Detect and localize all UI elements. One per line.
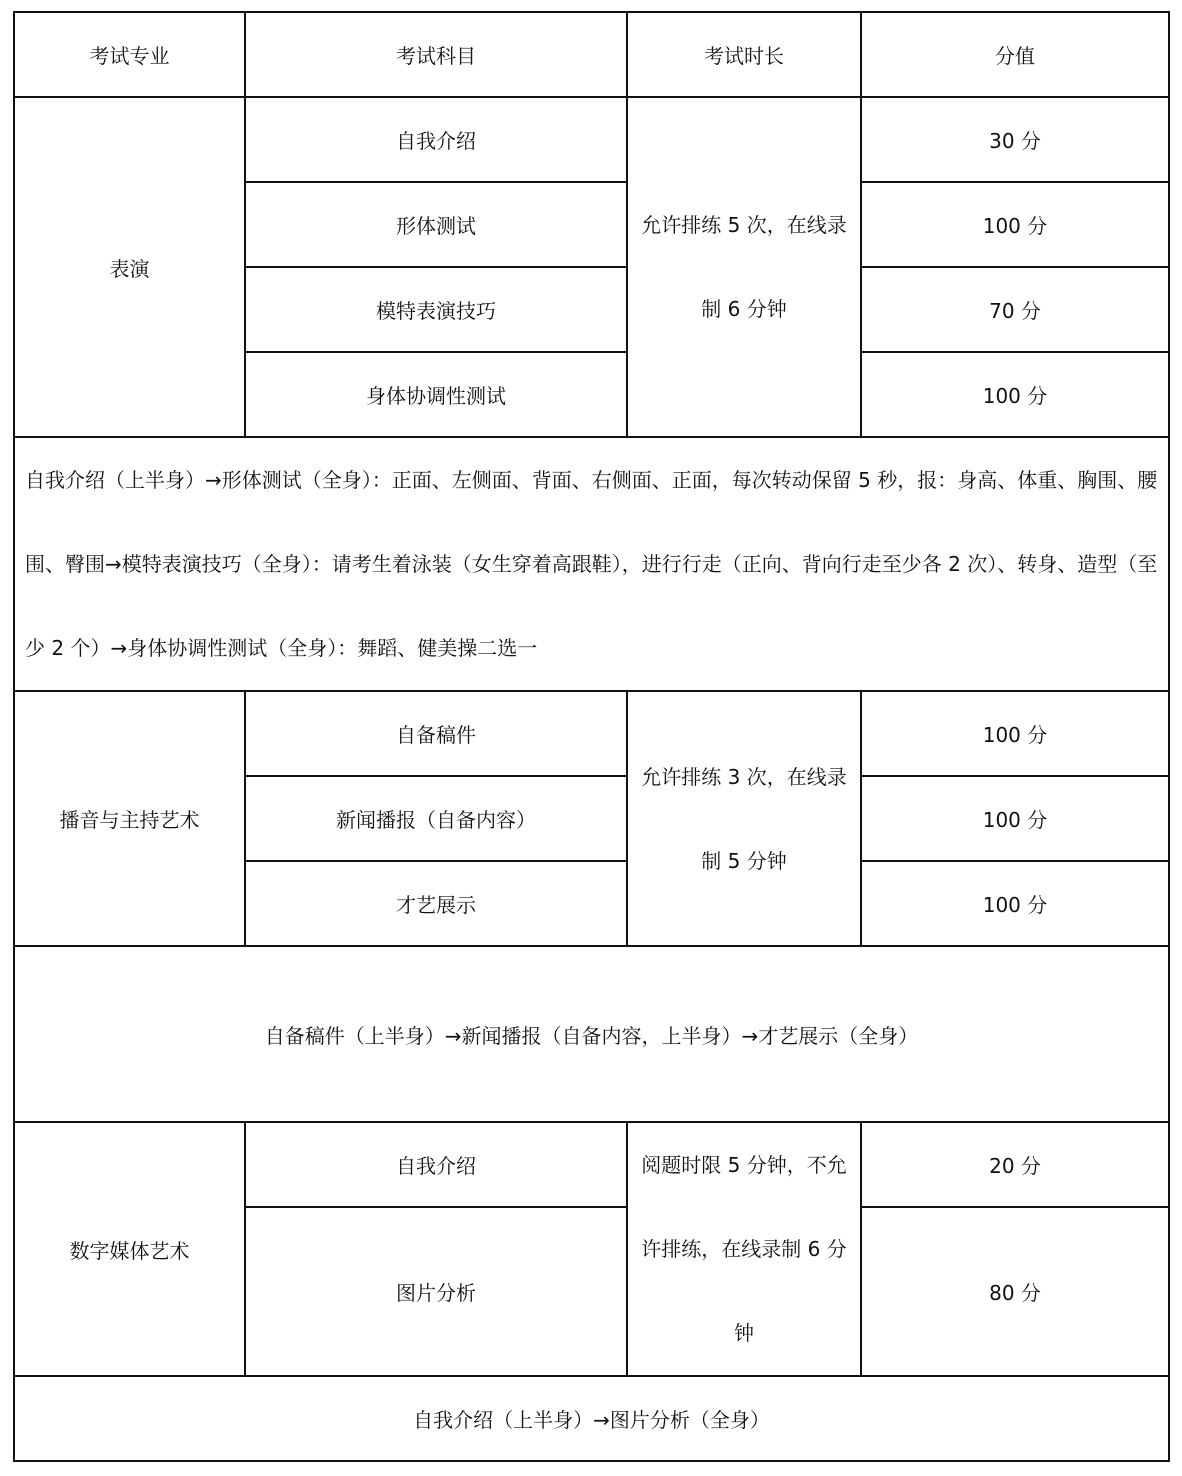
- subject-cell: 自备稿件: [245, 691, 627, 776]
- header-score: 分值: [861, 12, 1169, 97]
- score-cell: 20 分: [861, 1122, 1169, 1207]
- score-cell: 80 分: [861, 1207, 1169, 1376]
- subject-cell: 才艺展示: [245, 861, 627, 946]
- subject-cell: 自我介绍: [245, 97, 627, 182]
- major-cell: 表演: [14, 97, 245, 437]
- subject-cell: 图片分析: [245, 1207, 627, 1376]
- note-row: [14, 946, 1169, 1122]
- table-header-row: [14, 12, 1169, 97]
- exam-table: [13, 11, 1170, 1462]
- score-cell: 100 分: [861, 182, 1169, 267]
- major-cell: 播音与主持艺术: [14, 691, 245, 946]
- subject-cell: 形体测试: [245, 182, 627, 267]
- subject-cell: 自我介绍: [245, 1122, 627, 1207]
- note-cell: 自我介绍（上半身）→形体测试（全身）：正面、左侧面、背面、右侧面、正面，每次转动保留 5 秒，报：身高、体重、胸围、腰围、臀围→模特表演技巧（全身）：请考生着泳装（女生穿着高跟鞋），进行行走（正向、背向行走至少各 2 次）、转身、造型（至少 2 个）→身体协调性测试（全身）：舞蹈、健美操二选一: [14, 437, 1169, 691]
- duration-cell: 允许排练 3 次，在线录制 5 分钟: [627, 691, 861, 946]
- table-row: [14, 691, 1169, 776]
- table-row: [14, 97, 1169, 182]
- score-cell: 30 分: [861, 97, 1169, 182]
- note-cell: 自备稿件（上半身）→新闻播报（自备内容，上半身）→才艺展示（全身）: [14, 946, 1169, 1122]
- note-row: [14, 1376, 1169, 1461]
- score-cell: 100 分: [861, 861, 1169, 946]
- subject-cell: 新闻播报（自备内容）: [245, 776, 627, 861]
- score-cell: 100 分: [861, 352, 1169, 437]
- note-cell: 自我介绍（上半身）→图片分析（全身）: [14, 1376, 1169, 1461]
- major-cell: 数字媒体艺术: [14, 1122, 245, 1376]
- score-cell: 70 分: [861, 267, 1169, 352]
- score-cell: 100 分: [861, 776, 1169, 861]
- header-subject: 考试科目: [245, 12, 627, 97]
- header-duration: 考试时长: [627, 12, 861, 97]
- table-row: [14, 1122, 1169, 1207]
- subject-cell: 身体协调性测试: [245, 352, 627, 437]
- duration-cell: 允许排练 5 次，在线录制 6 分钟: [627, 97, 861, 437]
- subject-cell: 模特表演技巧: [245, 267, 627, 352]
- header-major: 考试专业: [14, 12, 245, 97]
- note-row: [14, 437, 1169, 691]
- score-cell: 100 分: [861, 691, 1169, 776]
- duration-cell: 阅题时限 5 分钟，不允许排练，在线录制 6 分钟: [627, 1122, 861, 1376]
